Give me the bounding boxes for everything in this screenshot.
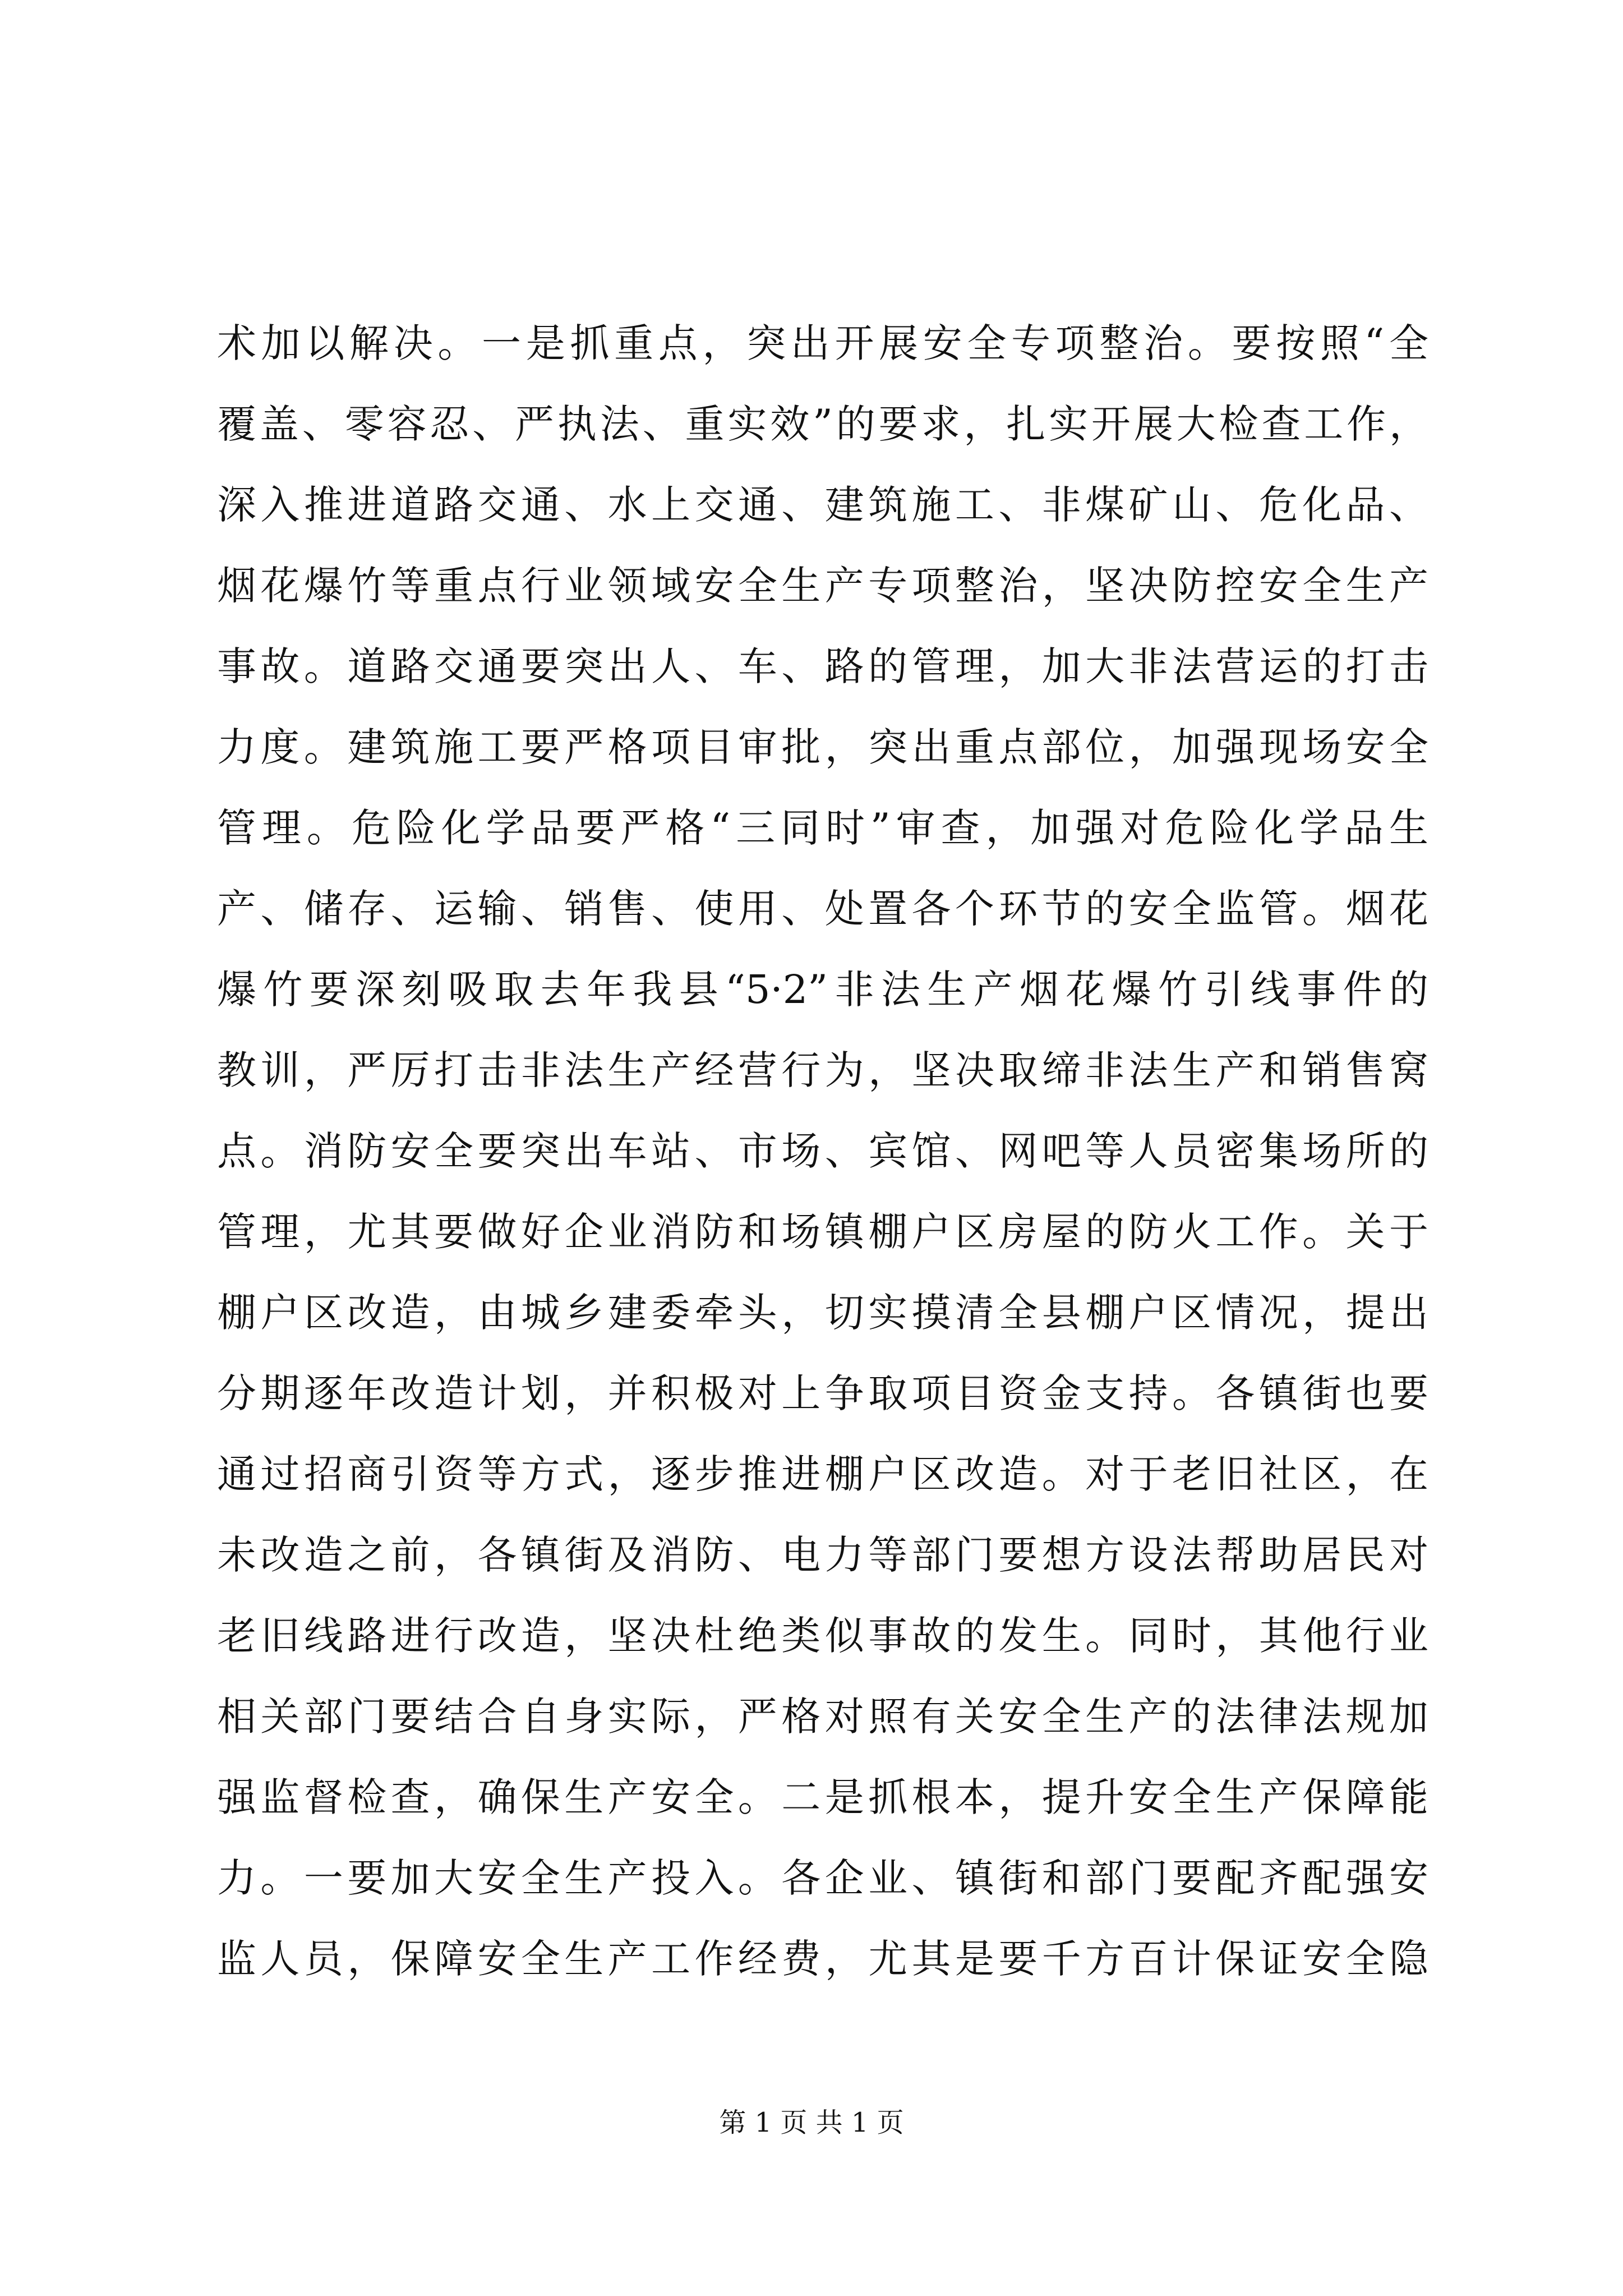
body-text xyxy=(217,303,1428,1999)
text-line: 管理，尤其要做好企业消防和场镇棚户区房屋的防火工作。关于 xyxy=(217,1209,1428,1255)
text-line: 事故。道路交通要突出人、车、路的管理，加大非法营运的打击 xyxy=(217,643,1428,689)
text-line: 未改造之前，各镇街及消防、电力等部门要想方设法帮助居民对 xyxy=(217,1532,1428,1578)
text-line: 术加以解决。一是抓重点，突出开展安全专项整治。要按照“全 xyxy=(217,320,1428,366)
text-line: 烟花爆竹等重点行业领域安全生产专项整治，坚决防控安全生产 xyxy=(217,563,1428,609)
text-line: 通过招商引资等方式，逐步推进棚户区改造。对于老旧社区，在 xyxy=(217,1451,1428,1497)
text-line: 监人员，保障安全生产工作经费，尤其是要千方百计保证安全隐 xyxy=(217,1936,1428,1982)
text-line: 点。消防安全要突出车站、市场、宾馆、网吧等人员密集场所的 xyxy=(217,1128,1428,1174)
text-line: 深入推进道路交通、水上交通、建筑施工、非煤矿山、危化品、 xyxy=(217,482,1428,528)
text-line: 力。一要加大安全生产投入。各企业、镇街和部门要配齐配强安 xyxy=(217,1855,1428,1901)
text-line: 强监督检查，确保生产安全。二是抓根本，提升安全生产保障能 xyxy=(217,1774,1428,1820)
text-line: 教训，严厉打击非法生产经营行为，坚决取缔非法生产和销售窝 xyxy=(217,1047,1428,1093)
page-footer xyxy=(0,2105,1623,2141)
page-number: 第 1 页 共 1 页 xyxy=(719,2107,904,2138)
text-line: 力度。建筑施工要严格项目审批，突出重点部位，加强现场安全 xyxy=(217,724,1428,770)
text-line: 产、储存、运输、销售、使用、处置各个环节的安全监管。烟花 xyxy=(217,886,1428,932)
text-line: 分期逐年改造计划，并积极对上争取项目资金支持。各镇街也要 xyxy=(217,1370,1428,1416)
text-line: 老旧线路进行改造，坚决杜绝类似事故的发生。同时，其他行业 xyxy=(217,1613,1428,1659)
text-line: 棚户区改造，由城乡建委牵头，切实摸清全县棚户区情况，提出 xyxy=(217,1290,1428,1336)
text-line: 爆竹要深刻吸取去年我县“5·2”非法生产烟花爆竹引线事件的 xyxy=(217,967,1428,1013)
text-line: 相关部门要结合自身实际，严格对照有关安全生产的法律法规加 xyxy=(217,1694,1428,1740)
text-line: 覆盖、零容忍、严执法、重实效”的要求，扎实开展大检查工作， xyxy=(217,401,1428,447)
text-line: 管理。危险化学品要严格“三同时”审查，加强对危险化学品生 xyxy=(217,805,1428,851)
